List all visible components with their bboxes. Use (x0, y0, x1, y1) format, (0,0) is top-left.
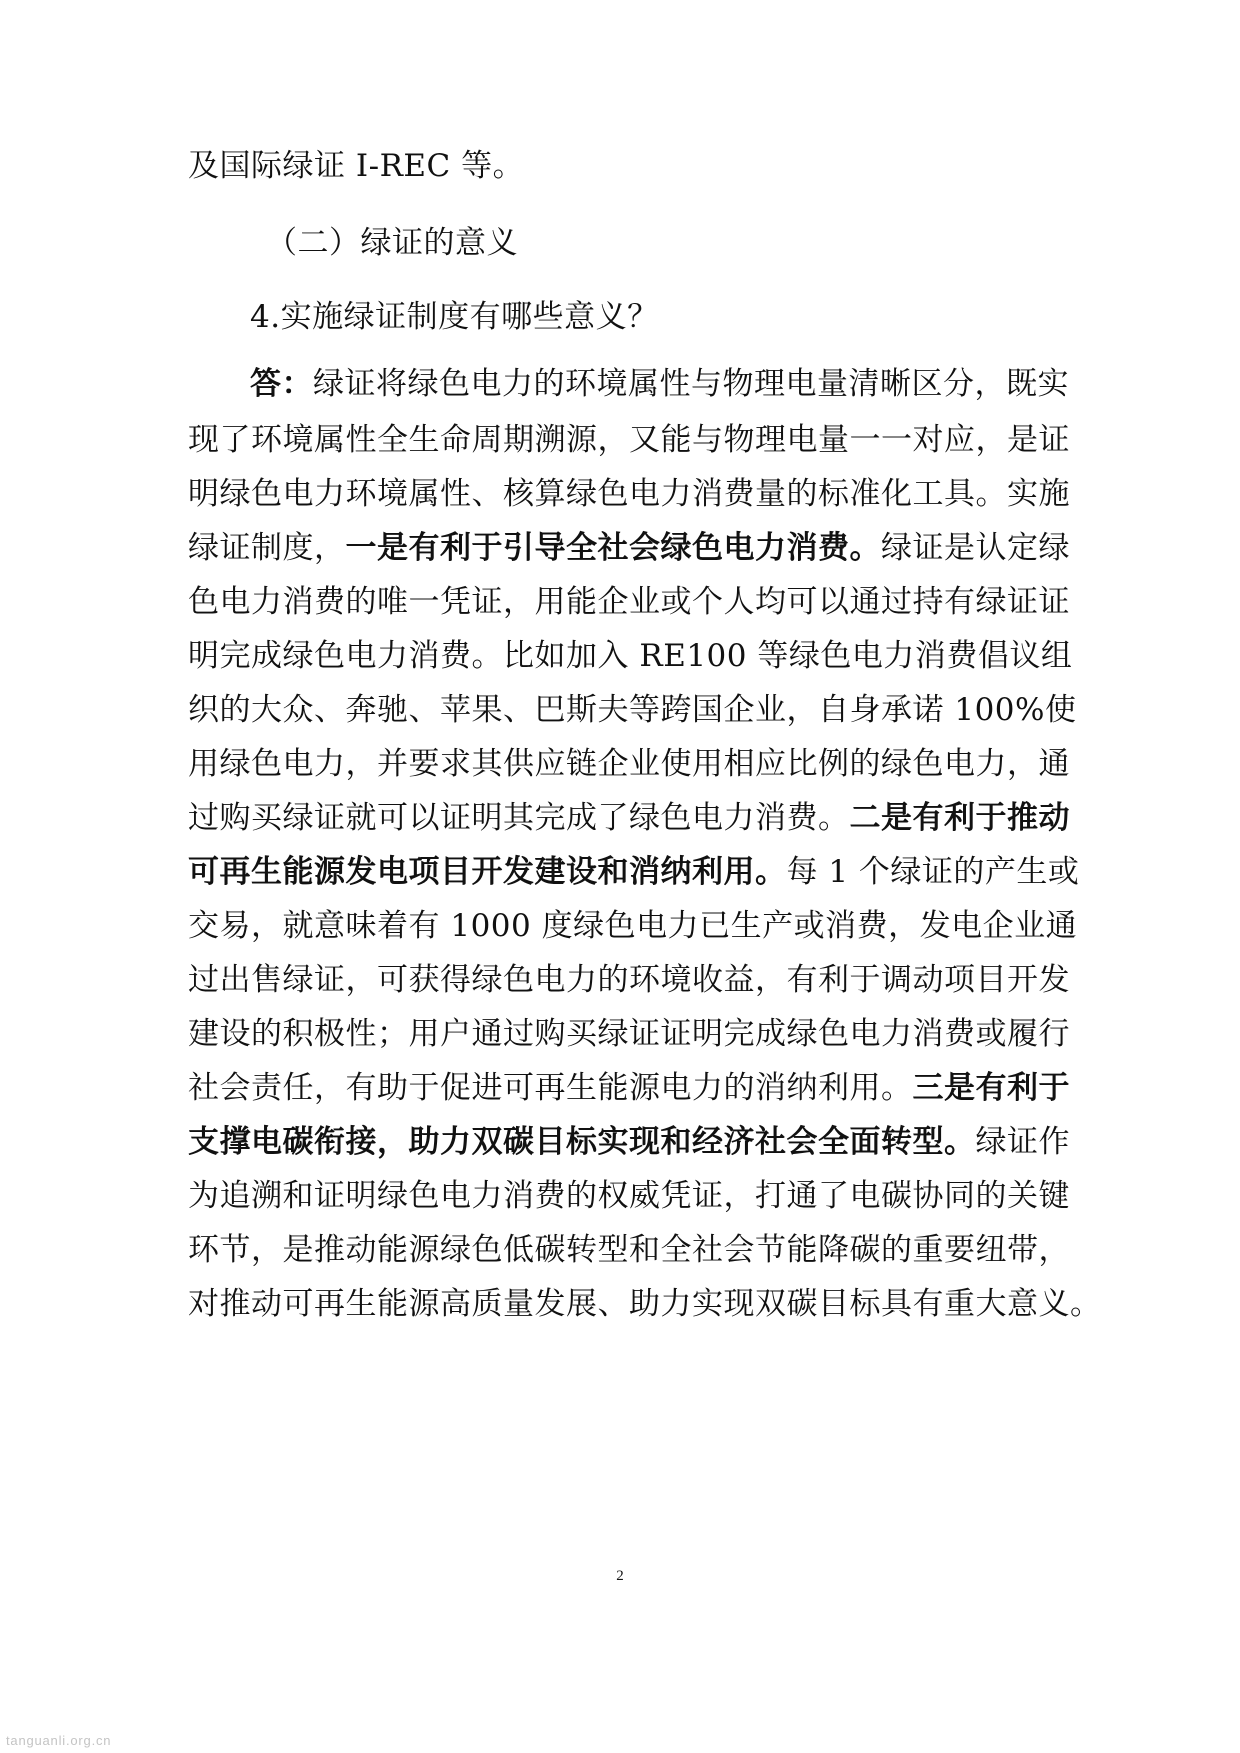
answer-text: 绿证作 (975, 1124, 1070, 1160)
answer-line-10 (188, 852, 1079, 892)
answer-line-11 (188, 906, 1077, 946)
answer-text: 现了环境属性全生命周期溯源，又能与物理电量一一对应，是证 (188, 422, 1070, 458)
answer-line-4 (188, 528, 1070, 568)
answer-line-13 (188, 1014, 1070, 1054)
emphasis-text: 二是有利于推动 (849, 800, 1070, 836)
emphasis-text: 三是有利于 (912, 1070, 1070, 1106)
answer-line-12 (188, 960, 1070, 1000)
answer-line-7 (188, 690, 1076, 730)
answer-line-2 (188, 420, 1070, 460)
answer-line-3 (188, 474, 1070, 514)
section-heading: （二）绿证的意义 (266, 225, 518, 261)
answer-text: 明完成绿色电力消费。比如加入 RE100 等绿色电力消费倡议组 (188, 638, 1073, 674)
answer-line-6 (188, 636, 1072, 676)
answer-text: 绿证将绿色电力的环境属性与物理电量清晰区分，既实 (313, 366, 1069, 402)
intro-line: 及国际绿证 I-REC 等。 (188, 148, 525, 184)
answer-line-17 (188, 1230, 1070, 1270)
page-number: 2 (616, 1568, 624, 1584)
emphasis-text: 一是有利于引导全社会绿色电力消费。 (345, 530, 881, 566)
answer-text: 织的大众、奔驰、苹果、巴斯夫等跨国企业，自身承诺 100%使 (188, 692, 1077, 728)
answer-text: 建设的积极性；用户通过购买绿证证明完成绿色电力消费或履行 (188, 1016, 1070, 1052)
answer-line-8 (188, 744, 1070, 784)
watermark: tanguanli.org.cn (6, 1733, 112, 1748)
answer-label: 答： (250, 366, 313, 402)
emphasis-text: 支撑电碳衔接，助力双碳目标实现和经济社会全面转型。 (188, 1124, 976, 1160)
answer-text: 对推动可再生能源高质量发展、助力实现双碳目标具有重大意义。 (188, 1286, 1102, 1322)
answer-line-9 (188, 798, 1070, 838)
answer-line-5 (188, 582, 1070, 622)
answer-text: 每 1 个绿证的产生或 (786, 854, 1080, 890)
emphasis-text: 可再生能源发电项目开发建设和消纳利用。 (188, 854, 787, 890)
answer-text: 交易，就意味着有 1000 度绿色电力已生产或消费，发电企业通 (188, 908, 1078, 944)
answer-line-15 (188, 1122, 1070, 1162)
answer-line-18 (188, 1284, 1102, 1324)
answer-text: 明绿色电力环境属性、核算绿色电力消费量的标准化工具。实施 (188, 476, 1070, 512)
answer-line-16 (188, 1176, 1070, 1216)
answer-text: 用绿色电力，并要求其供应链企业使用相应比例的绿色电力，通 (188, 746, 1070, 782)
answer-text: 环节，是推动能源绿色低碳转型和全社会节能降碳的重要纽带， (188, 1232, 1070, 1268)
answer-line-14 (188, 1068, 1070, 1108)
answer-text: 色电力消费的唯一凭证，用能企业或个人均可以通过持有绿证证 (188, 584, 1070, 620)
question-heading: 4.实施绿证制度有哪些意义？ (250, 299, 659, 335)
answer-text: 为追溯和证明绿色电力消费的权威凭证，打通了电碳协同的关键 (188, 1178, 1070, 1214)
answer-text: 绿证是认定绿 (881, 530, 1070, 566)
answer-text: 过购买绿证就可以证明其完成了绿色电力消费。 (188, 800, 850, 836)
answer-text: 社会责任，有助于促进可再生能源电力的消纳利用。 (188, 1070, 913, 1106)
answer-line-1 (250, 364, 1069, 404)
answer-text: 绿证制度， (188, 530, 346, 566)
answer-text: 过出售绿证，可获得绿色电力的环境收益，有利于调动项目开发 (188, 962, 1070, 998)
